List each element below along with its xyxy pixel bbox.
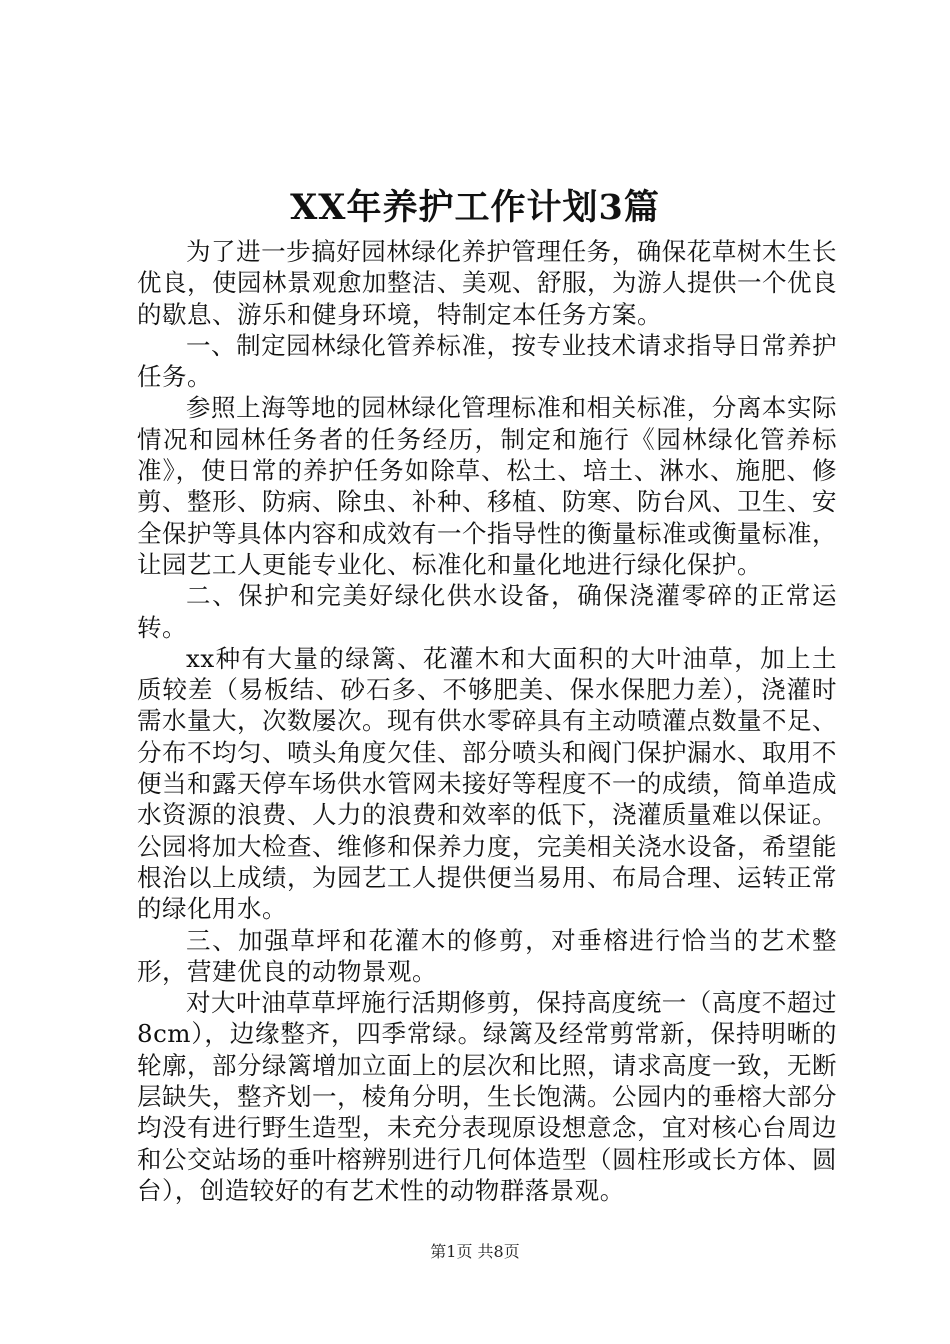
document-body (137, 236, 837, 1206)
paragraph-section-3-heading: 三、加强草坪和花灌木的修剪，对垂榕进行恰当的艺术整形，营建优良的动物景观。 (137, 925, 837, 986)
page-number-footer: 第1页 共8页 (430, 1242, 520, 1261)
paragraph-intro: 为了进一步搞好园林绿化养护管理任务，确保花草树木生长优良，使园林景观愈加整洁、美观、舒服，为游人提供一个优良的歇息、游乐和健身环境，特制定本任务方案。 (137, 237, 837, 329)
paragraph-section-2-heading: 二、保护和完美好绿化供水设备，确保浇灌零碎的正常运转。 (137, 581, 837, 642)
document-title: XX年养护工作计划3篇 (290, 187, 660, 228)
paragraph-section-3-body: 对大叶油草草坪施行活期修剪，保持高度统一（高度不超过8cm），边缘整齐，四季常绿。绿篱及经常剪常新，保持明晰的轮廓，部分绿篱增加立面上的层次和比照，请求高度一致，无断层缺失，整齐划一，棱角分明，生长饱满。公园内的垂榕大部分均没有进行野生造型，未充分表现原设想意念，宜对核心台周边和公交站场的垂叶榕辨别进行几何体造型（圆柱形或长方体、圆台），创造较好的有艺术性的动物群落景观。 (137, 988, 837, 1205)
paragraph-section-1-body: 参照上海等地的园林绿化管理标准和相关标准，分离本实际情况和园林任务者的任务经历，制定和施行《园林绿化管养标准》，使日常的养护任务如除草、松土、培土、淋水、施肥、修剪、整形、防病、除虫、补种、移植、防寒、防台风、卫生、安全保护等具体内容和成效有一个指导性的衡量标准或衡量标准，让园艺工人更能专业化、标准化和量化地进行绿化保护。 (137, 393, 837, 579)
paragraph-section-2-body: xx种有大量的绿篱、花灌木和大面积的大叶油草，加上土质较差（易板结、砂石多、不够肥美、保水保肥力差），浇灌时需水量大，次数屡次。现有供水零碎具有主动喷灌点数量不足、分布不均匀、喷头角度欠佳、部分喷头和阀门保护漏水、取用不便当和露天停车场供水管网未接好等程度不一的成绩，简单造成水资源的浪费、人力的浪费和效率的低下，浇灌质量难以保证。公园将加大检查、维修和保养力度，完美相关浇水设备，希望能根治以上成绩，为园艺工人提供便当易用、布局合理、运转正常的绿化用水。 (137, 643, 837, 924)
paragraph-section-1-heading: 一、制定园林绿化管养标准，按专业技术请求指导日常养护任务。 (137, 330, 837, 392)
